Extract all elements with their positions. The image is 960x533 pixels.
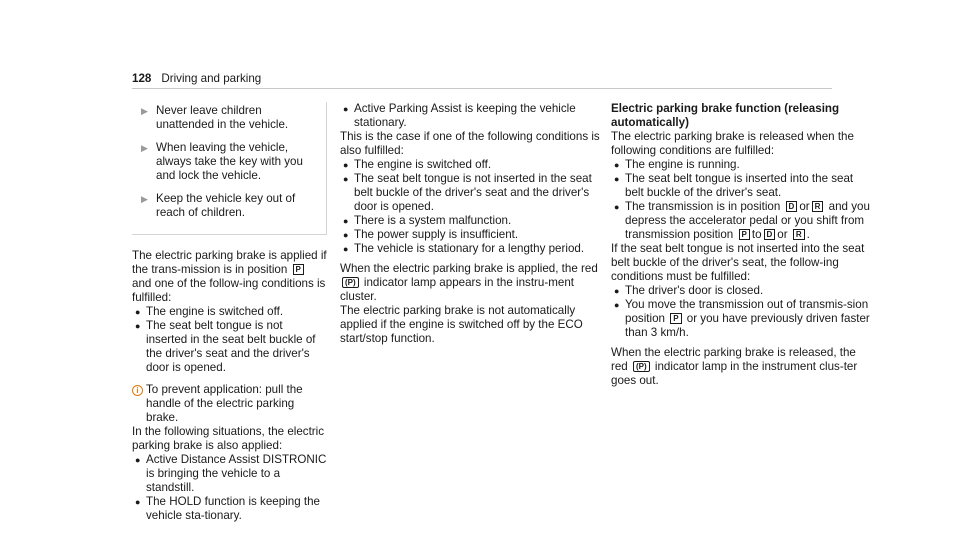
bullet-icon: ●: [135, 307, 141, 317]
bullet-icon: ●: [135, 321, 141, 331]
list-item-text: The seat belt tongue is not inserted in the seat belt buckle of the driver's seat and the driver's door is opened.: [146, 319, 316, 374]
intro-text: The electric parking brake is applied if the trans-mission is in position: [132, 249, 327, 276]
situations-list-cont: [340, 102, 602, 130]
bullet-icon: ●: [343, 160, 349, 170]
list-item: [340, 242, 602, 256]
intro-text: and one of the follow-ing conditions is fulfilled:: [132, 277, 326, 304]
list-item: [132, 453, 327, 495]
note-text: To prevent application: pull the handle of the electric parking brake.: [146, 383, 303, 424]
list-item: [611, 284, 873, 298]
gear-position-icon: R: [793, 229, 805, 240]
list-item: [340, 172, 602, 214]
lamp-paragraph: [611, 346, 873, 388]
list-item-text: The HOLD function is keeping the vehicle sta-tionary.: [146, 495, 321, 522]
warning-item: [132, 141, 320, 183]
column-2: [340, 102, 602, 346]
conditions-list: [340, 158, 602, 256]
warning-box: [132, 102, 327, 235]
column-1: [132, 102, 327, 523]
list-item-text: [625, 200, 873, 242]
bullet-icon: ●: [343, 174, 349, 184]
paragraph-text: When the electric parking brake is released, the red: [611, 346, 856, 373]
bullet-icon: ●: [135, 497, 141, 507]
bullet-icon: ●: [614, 286, 620, 296]
list-item-text: Active Parking Assist is keeping the vehicle stationary.: [354, 102, 576, 129]
gear-position-icon: R: [812, 201, 824, 212]
section-heading: Electric parking brake function (releasing automatically): [611, 102, 840, 129]
gear-position-icon: D: [764, 229, 776, 240]
bullet-icon: ●: [343, 104, 349, 114]
text-fragment: to: [751, 228, 762, 241]
text-fragment: You move the transmission out of transmis-sion position: [625, 298, 869, 325]
warning-item: [132, 104, 320, 132]
bullet-icon: ●: [343, 244, 349, 254]
text-fragment: and you depress the accelerator pedal or you shift from transmission position: [625, 200, 870, 241]
release-conditions-list: [611, 158, 873, 242]
list-item: [132, 305, 327, 319]
warning-text: Keep the vehicle key out of reach of children.: [156, 192, 296, 219]
gear-position-icon: P: [739, 229, 750, 240]
seatbelt-paragraph: If the seat belt tongue is not inserted into the seat belt buckle of the driver's seat, the follow-ing conditions must be fulfilled:: [611, 242, 865, 283]
page-number: 128: [132, 72, 152, 85]
info-icon: i: [132, 385, 143, 396]
list-item-text: There is a system malfunction.: [354, 214, 512, 227]
page-header: [132, 72, 261, 88]
release-paragraph: The electric parking brake is released when the following conditions are fulfilled:: [611, 130, 854, 157]
info-note: [132, 383, 327, 425]
lamp-paragraph: [340, 262, 602, 304]
warning-text: When leaving the vehicle, always take the key with you and lock the vehicle.: [156, 141, 303, 182]
list-item-text: The engine is switched off.: [354, 158, 492, 171]
section-title: Driving and parking: [161, 72, 262, 85]
list-item-text: The engine is switched off.: [146, 305, 284, 318]
bullet-icon: ●: [614, 202, 620, 212]
conditions-list: [132, 305, 327, 375]
bullet-icon: ●: [614, 174, 620, 184]
list-item-text: The seat belt tongue is not inserted in the seat belt buckle of the driver's seat and the driver's door is opened.: [354, 172, 592, 213]
parking-brake-lamp-icon: (P): [633, 361, 650, 372]
gear-position-icon: P: [670, 313, 681, 324]
parking-brake-lamp-icon: (P): [342, 277, 359, 288]
case-paragraph: This is the case if one of the following conditions is also fulfilled:: [340, 130, 600, 157]
header-divider: [132, 88, 832, 89]
gear-position-icon: P: [293, 264, 304, 275]
list-item: [340, 158, 602, 172]
triangle-right-icon: ▶: [141, 194, 148, 204]
list-item: [340, 214, 602, 228]
warning-item: [132, 192, 320, 220]
list-item: [611, 298, 873, 340]
list-item: [132, 495, 327, 523]
text-fragment: or: [799, 200, 810, 213]
paragraph-text: indicator lamp appears in the instru-ment cluster.: [340, 276, 574, 303]
intro-paragraph: [132, 249, 327, 305]
text-fragment: The transmission is in position: [625, 200, 781, 213]
list-item-text: The engine is running.: [625, 158, 740, 171]
list-item-text: The vehicle is stationary for a lengthy period.: [354, 242, 585, 255]
bullet-icon: ●: [135, 455, 141, 465]
text-fragment: .: [806, 228, 810, 241]
bullet-icon: ●: [614, 300, 620, 310]
list-item-text: The power supply is insufficient.: [354, 228, 519, 241]
triangle-right-icon: ▶: [141, 106, 148, 116]
text-fragment: or: [777, 228, 788, 241]
paragraph-text: When the electric parking brake is applied, the red: [340, 262, 598, 275]
warning-text: Never leave children unattended in the vehicle.: [156, 104, 289, 131]
seatbelt-conditions-list: [611, 284, 873, 340]
paragraph-text: indicator lamp in the instrument clus-ter goes out.: [611, 360, 858, 387]
situations-list: [132, 453, 327, 523]
list-item: [340, 228, 602, 242]
list-item-text: Active Distance Assist DISTRONIC is bringing the vehicle to a standstill.: [146, 453, 327, 494]
list-item: [611, 172, 873, 200]
gear-position-icon: D: [786, 201, 798, 212]
list-item-text: The driver's door is closed.: [625, 284, 764, 297]
column-3: [611, 102, 873, 388]
list-item: [340, 102, 602, 130]
list-item: [132, 319, 327, 375]
bullet-icon: ●: [343, 230, 349, 240]
list-item: [611, 158, 873, 172]
text-fragment: or you have previously driven faster than 3 km/h.: [625, 312, 870, 339]
situations-paragraph: In the following situations, the electric parking brake is also applied:: [132, 425, 325, 452]
list-item: [611, 200, 873, 242]
list-item-text: [625, 298, 873, 340]
bullet-icon: ●: [343, 216, 349, 226]
bullet-icon: ●: [614, 160, 620, 170]
list-item-text: The seat belt tongue is inserted into the seat belt buckle of the driver's seat.: [625, 172, 854, 199]
triangle-right-icon: ▶: [141, 143, 148, 153]
eco-paragraph: The electric parking brake is not automatically applied if the engine is switched off by the ECO start/stop function.: [340, 304, 583, 345]
